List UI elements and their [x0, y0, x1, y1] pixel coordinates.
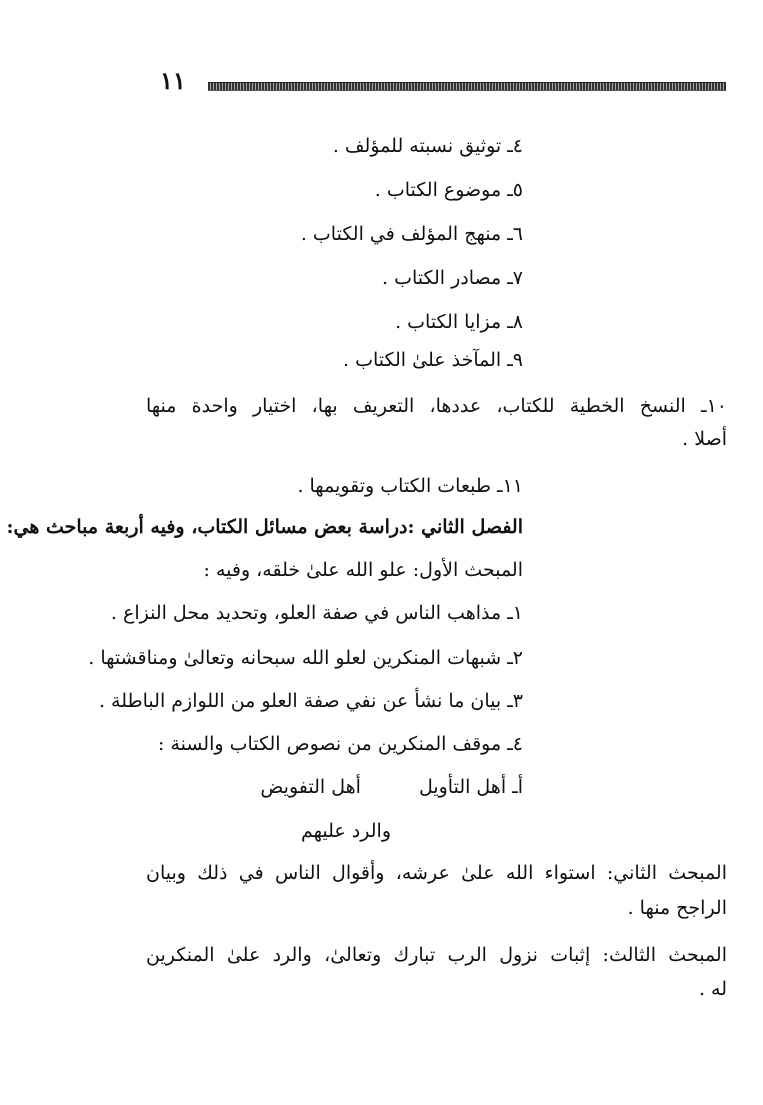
text-line-20: المبحث الثالث: إثبات نزول الرب تبارك وتعالىٰ، والرد علىٰ المنكرين: [146, 944, 727, 966]
text-line-12: ١ـ مذاهب الناس في صفة العلو، وتحديد محل النزاع .: [110, 602, 523, 624]
text-line-16: [260, 774, 523, 800]
text-line-9: ١١ـ طبعات الكتاب وتقويمها .: [297, 475, 523, 497]
text-line-17: والرد عليهم: [301, 820, 391, 842]
text-line-2: ٥ـ موضوع الكتاب .: [374, 179, 523, 201]
text-line-21: له .: [698, 978, 727, 1000]
taweel-label: أـ أهل التأويل: [418, 776, 523, 798]
text-line-15: ٤ـ موقف المنكرين من نصوص الكتاب والسنة :: [158, 733, 523, 755]
page-number: ١١: [160, 66, 186, 95]
text-line-18: المبحث الثاني: استواء الله علىٰ عرشه، وأقوال الناس في ذلك وبيان: [146, 862, 727, 884]
text-line-19: الراجح منها .: [627, 897, 727, 919]
text-line-6: ٩ـ المآخذ علىٰ الكتاب .: [343, 349, 523, 371]
text-line-7: ١٠ـ النسخ الخطية للكتاب، عددها، التعريف بها، اختيار واحدة منها: [146, 395, 727, 417]
tafweed-label: أهل التفويض: [260, 776, 361, 798]
chapter-heading: الفصل الثاني :دراسة بعض مسائل الكتاب، وفيه أربعة مباحث هي:: [6, 516, 523, 538]
text-line-13: ٢ـ شبهات المنكرين لعلو الله سبحانه وتعالىٰ ومناقشتها .: [88, 647, 523, 669]
text-line-5: ٨ـ مزايا الكتاب .: [395, 311, 523, 333]
header-rule: [208, 82, 726, 91]
text-line-14: ٣ـ بيان ما نشأ عن نفي صفة العلو من اللوازم الباطلة .: [98, 690, 523, 712]
text-line-11: المبحث الأول: علو الله علىٰ خلقه، وفيه :: [203, 559, 523, 581]
text-line-3: ٦ـ منهج المؤلف في الكتاب .: [300, 223, 523, 245]
text-line-8: أصلا .: [682, 428, 727, 450]
text-line-1: ٤ـ توثيق نسبته للمؤلف .: [332, 135, 523, 157]
text-line-4: ٧ـ مصادر الكتاب .: [382, 267, 523, 289]
